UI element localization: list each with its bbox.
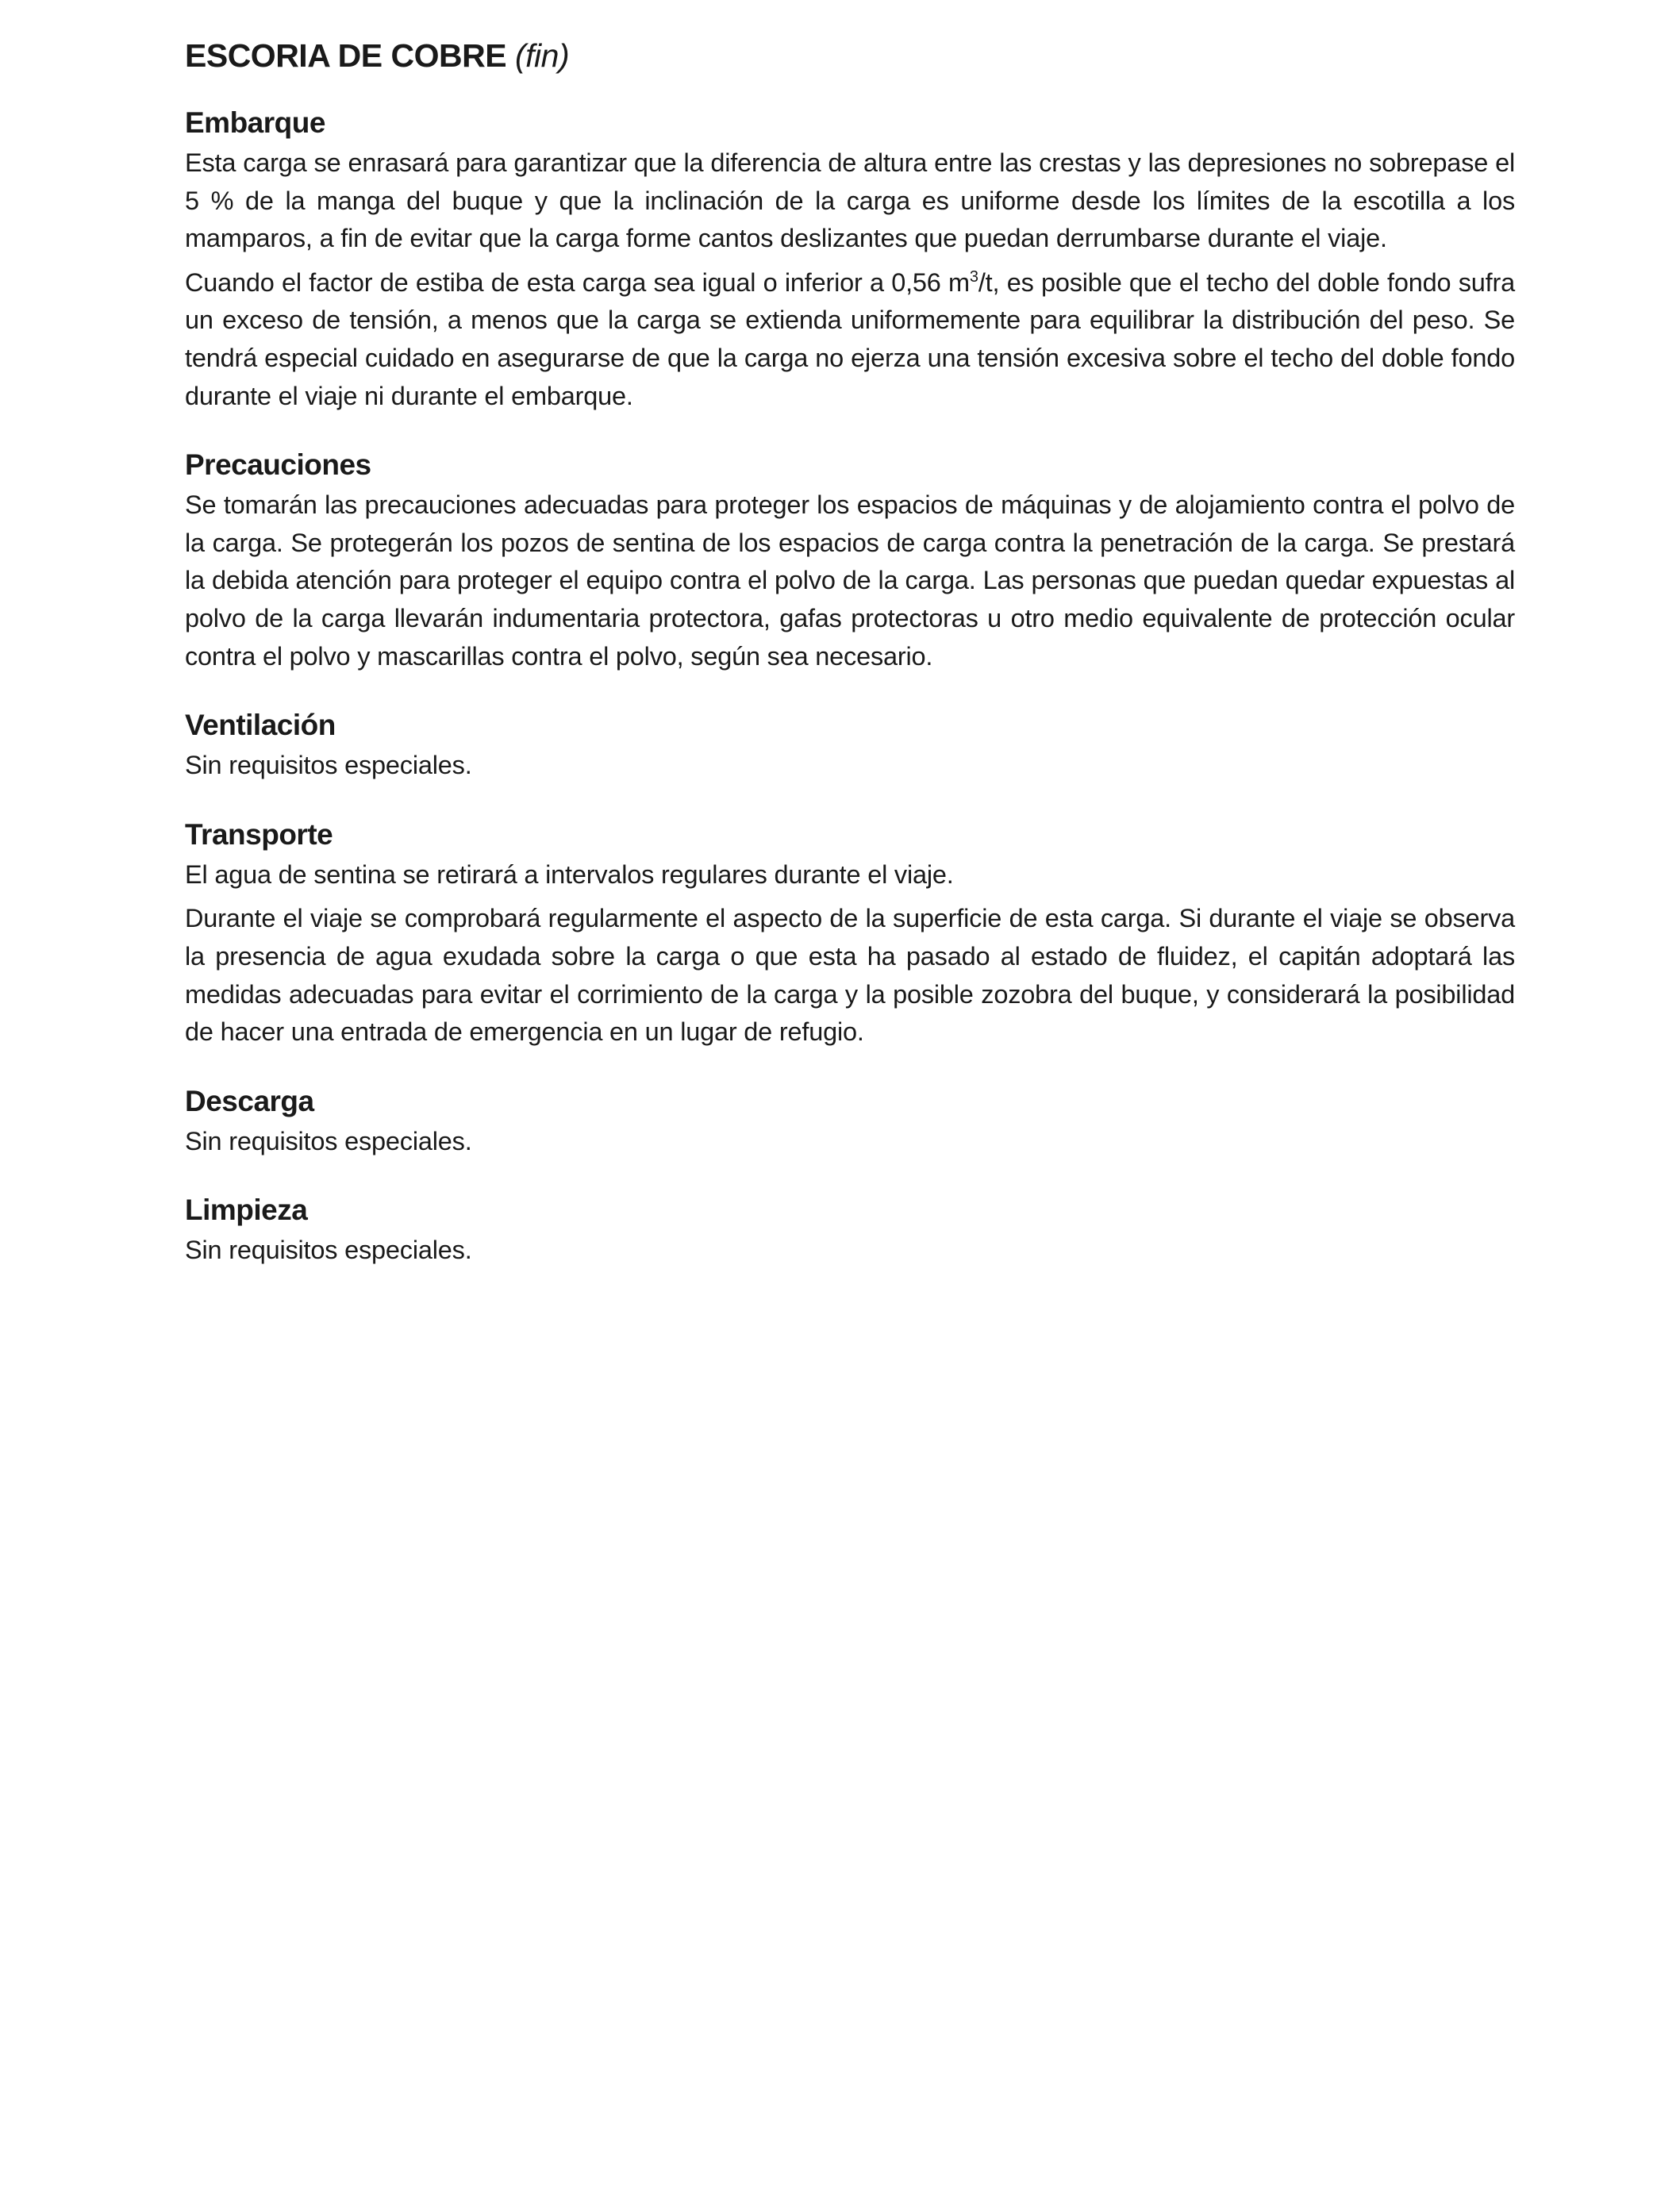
section-precauciones <box>185 444 1515 675</box>
section-heading: Transporte <box>185 817 333 851</box>
section-embarque <box>185 102 1515 415</box>
title-main: ESCORIA DE COBRE <box>185 37 507 74</box>
paragraph: Sin requisitos especiales. <box>185 1126 472 1155</box>
paragraph: Esta carga se enrasará para garantizar que la diferencia de altura entre las crestas y las depresiones no sobrepase el 5 % de la manga del buque y que la inclinación de la carga es uniforme desde los límites de la escotilla a los mamparos, a fin de evitar que la carga forme cantos deslizantes que puedan derrumbarse durante el viaje. <box>185 148 1515 253</box>
paragraph: Se tomarán las precauciones adecuadas para proteger los espacios de máquinas y de alojamiento contra el polvo de la carga. Se protegerán los pozos de sentina de los espacios de carga contra la penetración de la carga. Se prestará la debida atención para proteger el equipo contra el polvo de la carga. Las personas que puedan quedar expuestas al polvo de la carga llevarán indumentaria protectora, gafas protectoras u otro medio equivalente de protección ocular contra el polvo y mascarillas contra el polvo, según sea necesario. <box>185 490 1515 671</box>
section-heading: Ventilación <box>185 709 336 742</box>
paragraph <box>185 264 1515 415</box>
paragraph: Durante el viaje se comprobará regularmente el aspecto de la superficie de esta carga. Si durante el viaje se observa la presencia de agua exudada sobre la carga o que esta ha pasado al estado de fluidez, el capitán adoptará las medidas adecuadas para evitar el corrimiento de la carga y la posible zozobra del buque, y considerará la posibilidad de hacer una entrada de emergencia en un lugar de refugio. <box>185 904 1515 1047</box>
section-heading: Precauciones <box>185 448 371 482</box>
document-page <box>185 33 1515 1298</box>
page-title <box>185 33 1515 78</box>
section-limpieza <box>185 1189 1515 1270</box>
section-descarga <box>185 1080 1515 1161</box>
section-heading: Limpieza <box>185 1194 308 1227</box>
section-heading: Descarga <box>185 1084 314 1117</box>
section-heading: Embarque <box>185 106 325 139</box>
title-suffix: (fin) <box>515 37 570 74</box>
section-ventilacion <box>185 704 1515 785</box>
superscript: 3 <box>969 267 978 286</box>
paragraph: El agua de sentina se retirará a intervalos regulares durante el viaje. <box>185 859 954 889</box>
section-transporte <box>185 813 1515 1052</box>
paragraph-text: /t, es posible que el techo del doble fondo sufra un exceso de tensión, a menos que la carga se extienda uniformemente para equilibrar la distribución del peso. Se tendrá especial cuidado en asegurarse de que la carga no ejerza una tensión excesiva sobre el techo del doble fondo durante el viaje ni durante el embarque. <box>185 267 1515 410</box>
paragraph: Sin requisitos especiales. <box>185 1236 472 1265</box>
paragraph-text: Cuando el factor de estiba de esta carga sea igual o inferior a 0,56 m <box>185 267 970 297</box>
paragraph: Sin requisitos especiales. <box>185 751 472 780</box>
